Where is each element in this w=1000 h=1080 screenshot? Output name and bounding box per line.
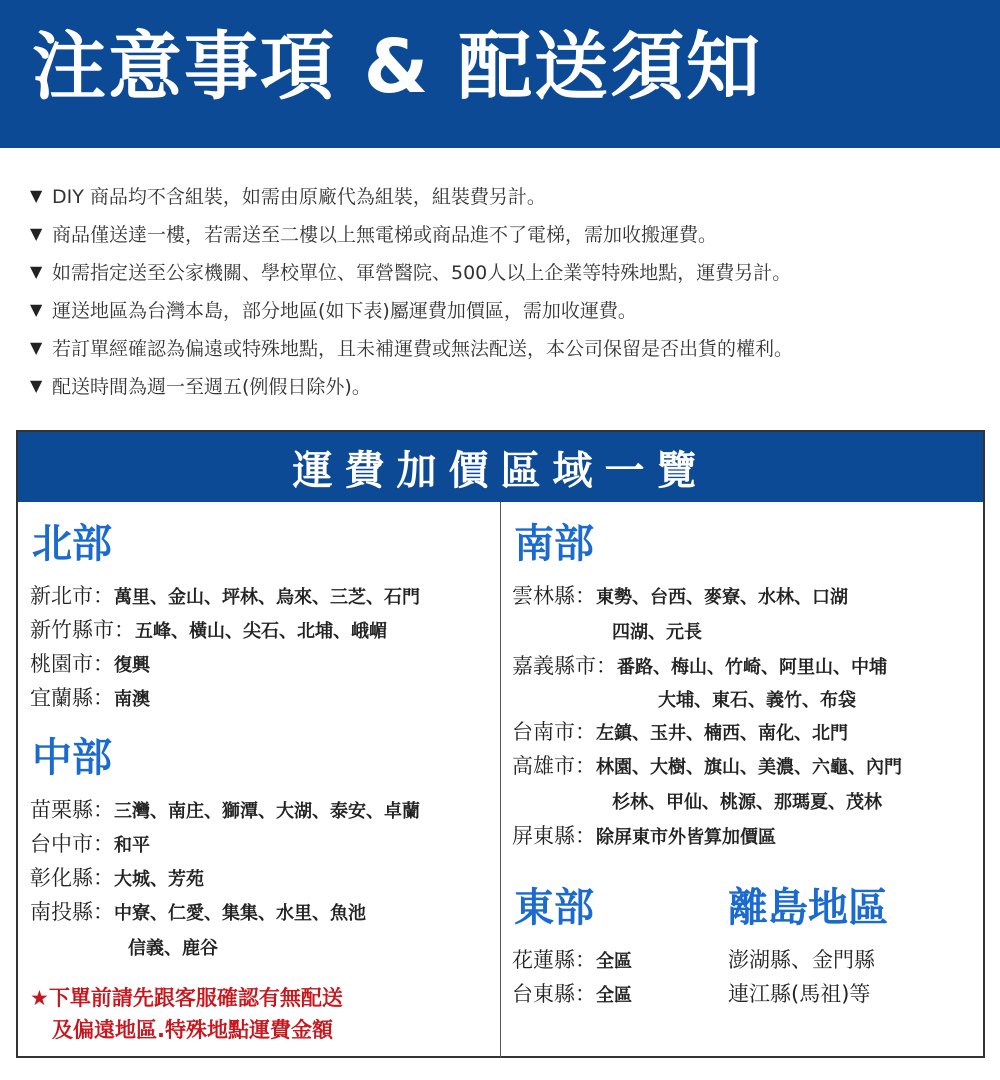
- triangle-down-icon: ▼: [30, 375, 43, 395]
- county-label: 屏東縣：: [512, 824, 596, 848]
- east-row: [512, 944, 632, 974]
- region-title-north: 北部: [32, 521, 112, 567]
- east-row: [512, 978, 632, 1008]
- district-list: 番路、梅山、竹崎、阿里山、中埔: [617, 657, 887, 678]
- central-row: [30, 896, 366, 926]
- surcharge-zone-table: [16, 430, 985, 1058]
- note-item: [30, 252, 980, 290]
- notes-list: [30, 176, 980, 404]
- zone-title-bar: [18, 432, 983, 502]
- note-item: [30, 214, 980, 252]
- triangle-down-icon: ▼: [30, 185, 43, 205]
- north-row: [30, 614, 387, 644]
- county-label: 桃園市：: [30, 652, 114, 676]
- district-list-continued: 大埔、東石、義竹、布袋: [658, 690, 856, 711]
- district-list: 中寮、仁愛、集集、水里、魚池: [114, 903, 366, 924]
- county-label: 雲林縣：: [512, 584, 596, 608]
- triangle-down-icon: ▼: [30, 337, 43, 357]
- district-list: 全區: [596, 951, 632, 972]
- south-row: [512, 650, 887, 680]
- note-text: 運送地區為台灣本島，部分地區(如下表)屬運費加價區，需加收運費。: [52, 299, 637, 322]
- central-row: [30, 862, 204, 892]
- note-item: [30, 328, 980, 366]
- column-divider: [500, 502, 501, 1058]
- district-list: 大城、芳苑: [114, 869, 204, 890]
- county-label: 台南市：: [512, 720, 596, 744]
- district-list: 南澳: [114, 689, 150, 710]
- south-row: [512, 750, 902, 780]
- county-label: 新北市：: [30, 584, 114, 608]
- zone-title: 運費加價區域一覽: [292, 447, 709, 494]
- island-line: 澎湖縣、金門縣: [728, 948, 875, 972]
- county-label: 新竹縣市：: [30, 618, 135, 642]
- warning-line: 及偏遠地區.特殊地點運費金額: [52, 1018, 333, 1042]
- north-row: [30, 682, 150, 712]
- note-item: [30, 366, 980, 404]
- island-line: 連江縣(馬祖)等: [728, 982, 871, 1006]
- triangle-down-icon: ▼: [30, 299, 43, 319]
- note-text: 若訂單經確認為偏遠或特殊地點，且未補運費或無法配送，本公司保留是否出貨的權利。: [52, 337, 794, 360]
- district-list-continued: 四湖、元長: [612, 622, 702, 643]
- district-list: 和平: [114, 835, 150, 856]
- district-list-continued: 杉林、甲仙、桃源、那瑪夏、茂林: [612, 792, 882, 813]
- county-label: 彰化縣：: [30, 866, 114, 890]
- county-label: 台東縣：: [512, 982, 596, 1006]
- region-title-south: 南部: [514, 521, 594, 567]
- header-banner: [0, 0, 1000, 148]
- district-list: 除屏東市外皆算加價區: [596, 827, 776, 848]
- county-label: 嘉義縣市：: [512, 654, 617, 678]
- north-row: [30, 648, 150, 678]
- north-row: [30, 580, 420, 610]
- county-label: 宜蘭縣：: [30, 686, 114, 710]
- south-row: [512, 820, 776, 850]
- warning-note: [30, 982, 343, 1046]
- district-list: 左鎮、玉井、楠西、南化、北門: [596, 723, 848, 744]
- central-row: [30, 828, 150, 858]
- county-label: 高雄市：: [512, 754, 596, 778]
- district-list: 林園、大樹、旗山、美濃、六龜、內門: [596, 757, 902, 778]
- triangle-down-icon: ▼: [30, 261, 43, 281]
- region-title-east: 東部: [514, 885, 594, 931]
- note-item: [30, 176, 980, 214]
- region-title-central: 中部: [32, 735, 112, 781]
- district-list-continued: 信義、鹿谷: [128, 938, 218, 959]
- region-title-islands: 離島地區: [728, 885, 888, 931]
- note-text: 商品僅送達一樓，若需送至二樓以上無電梯或商品進不了電梯，需加收搬運費。: [52, 223, 718, 246]
- south-row: [512, 580, 848, 610]
- triangle-down-icon: ▼: [30, 223, 43, 243]
- county-label: 南投縣：: [30, 900, 114, 924]
- county-label: 花蓮縣：: [512, 948, 596, 972]
- district-list: 萬里、金山、坪林、烏來、三芝、石門: [114, 587, 420, 608]
- note-text: DIY 商品均不含組裝，如需由原廠代為組裝，組裝費另計。: [52, 185, 546, 208]
- note-text: 如需指定送至公家機關、學校單位、軍營醫院、500人以上企業等特殊地點，運費另計。: [52, 261, 792, 284]
- district-list: 復興: [114, 655, 150, 676]
- page-title: 注意事項 & 配送須知: [32, 24, 763, 110]
- south-row: [512, 716, 848, 746]
- district-list: 東勢、台西、麥寮、水林、口湖: [596, 587, 848, 608]
- county-label: 台中市：: [30, 832, 114, 856]
- county-label: 苗栗縣：: [30, 798, 114, 822]
- district-list: 全區: [596, 985, 632, 1006]
- central-row: [30, 794, 420, 824]
- district-list: 三灣、南庄、獅潭、大湖、泰安、卓蘭: [114, 801, 420, 822]
- note-item: [30, 290, 980, 328]
- note-text: 配送時間為週一至週五(例假日除外)。: [52, 375, 371, 398]
- warning-line: ★下單前請先跟客服確認有無配送: [30, 986, 343, 1010]
- district-list: 五峰、橫山、尖石、北埔、峨嵋: [135, 621, 387, 642]
